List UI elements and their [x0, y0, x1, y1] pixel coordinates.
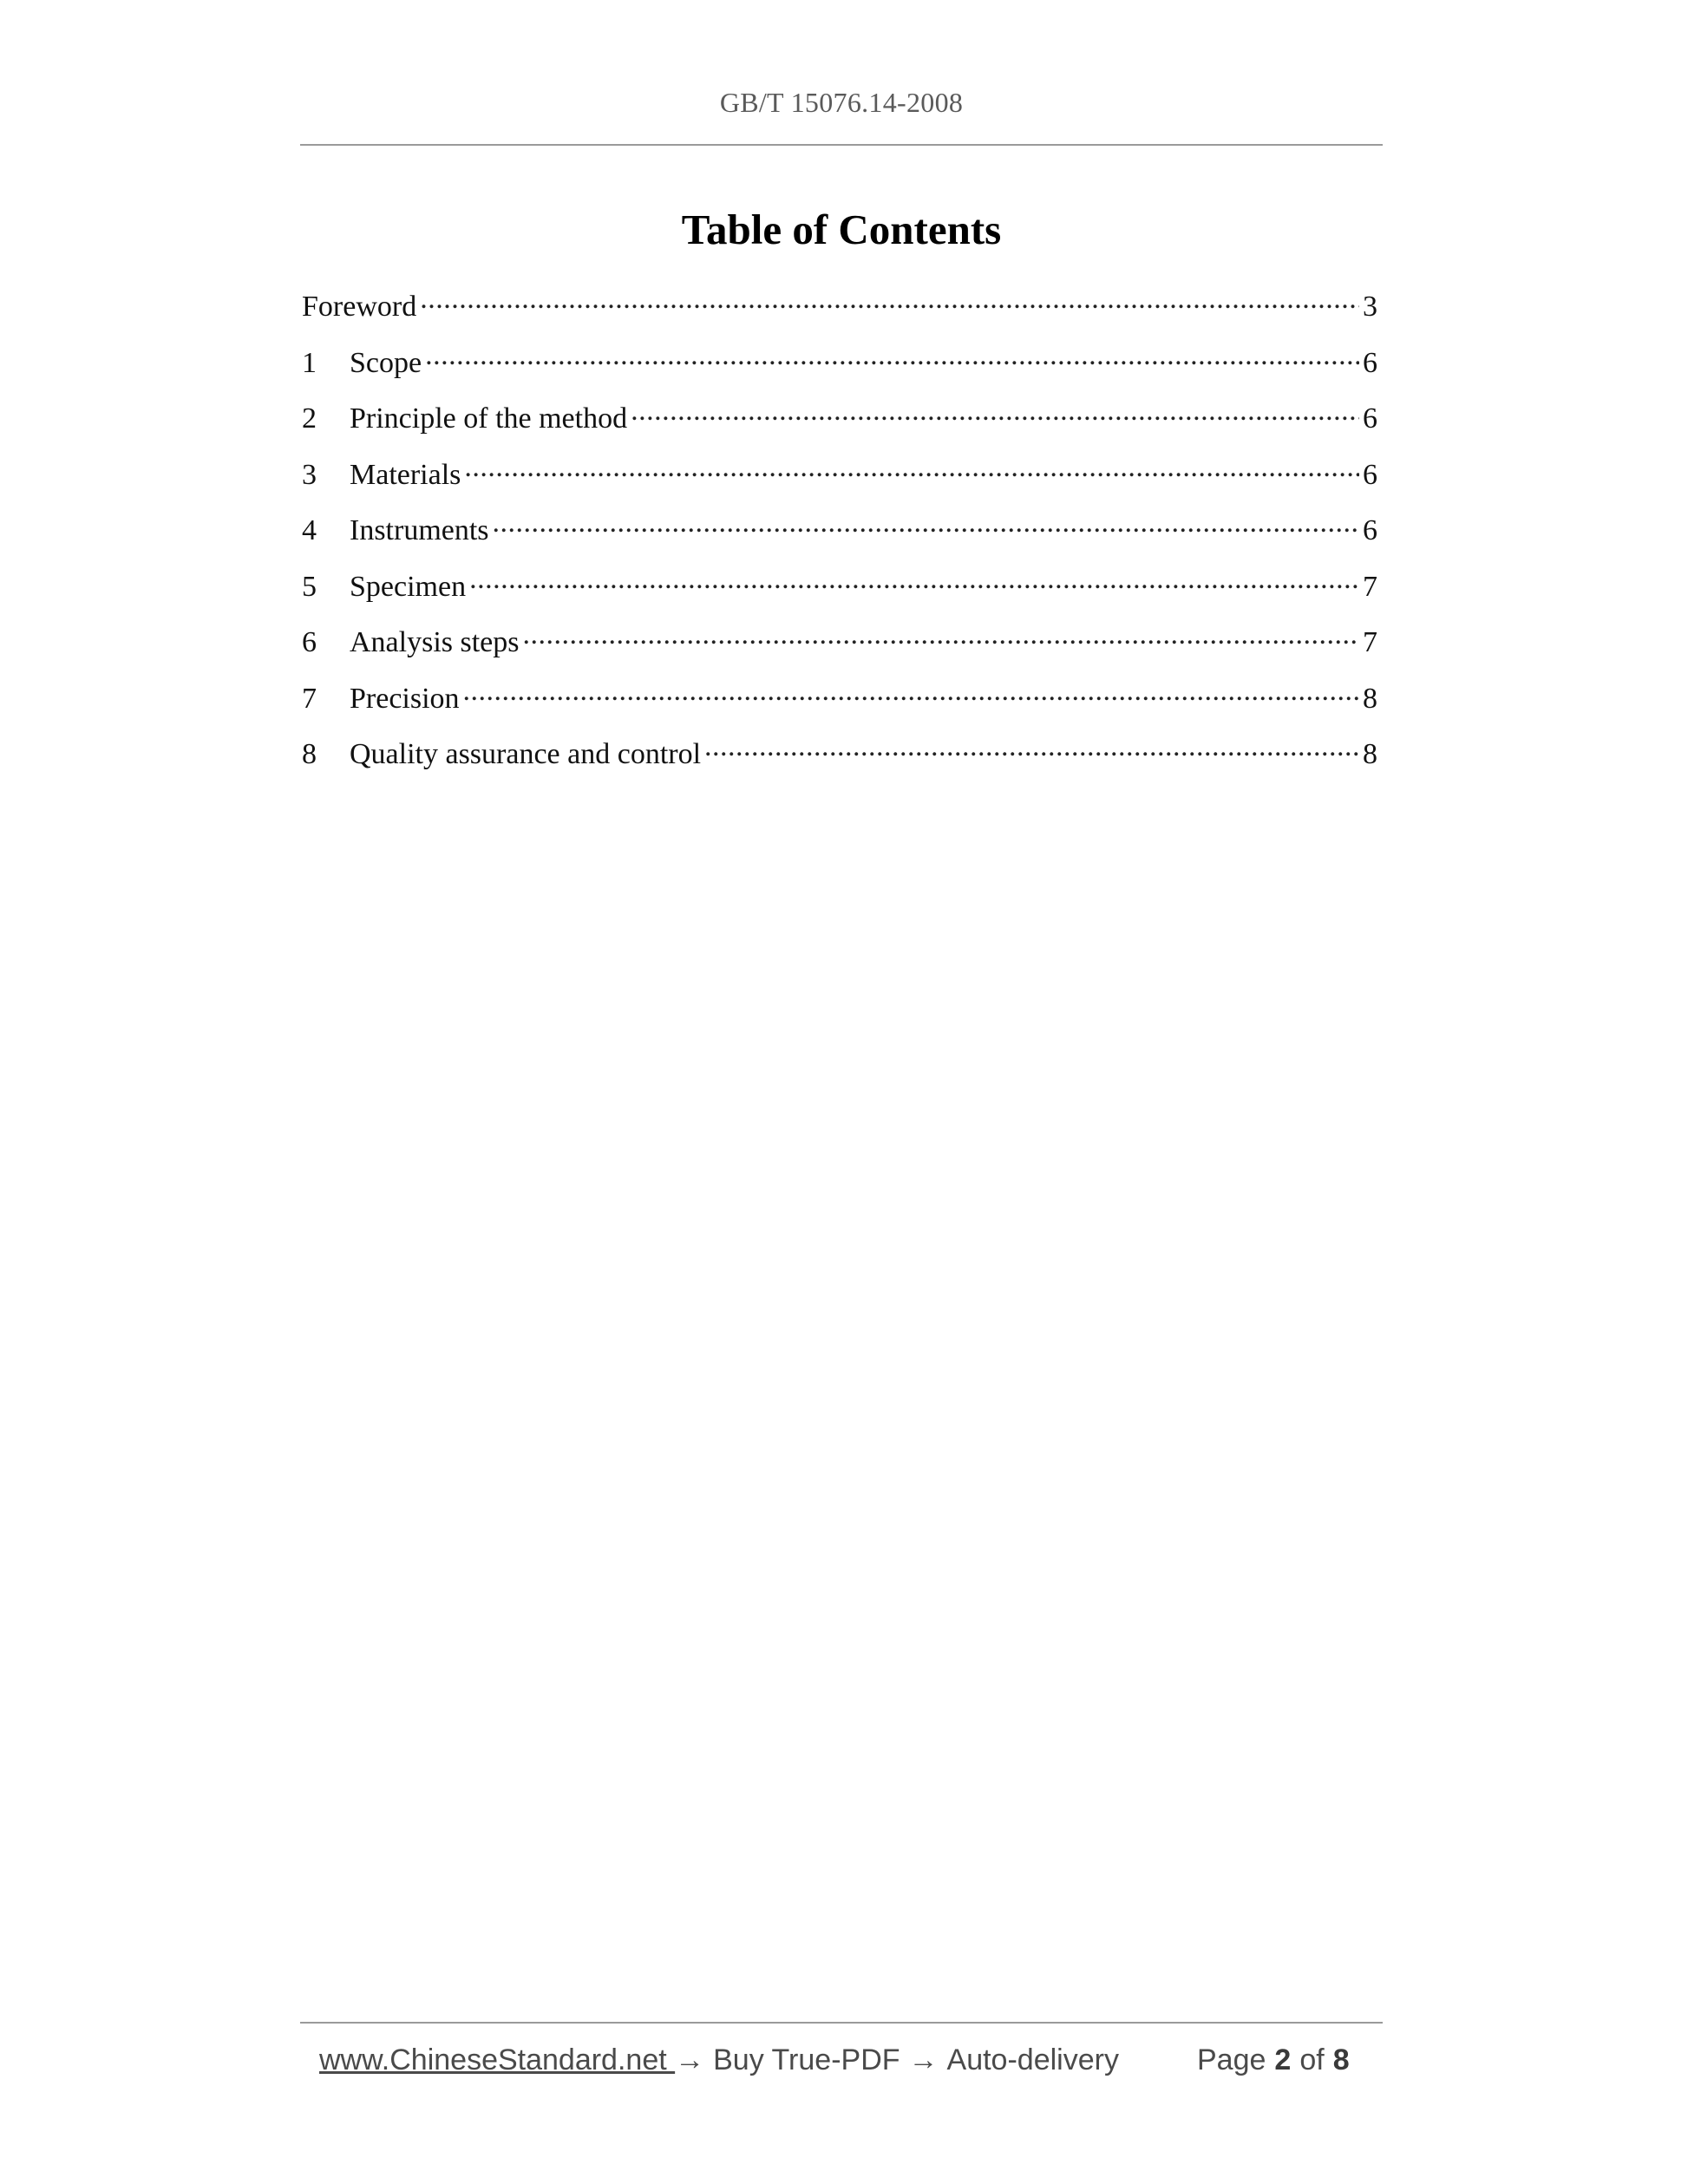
toc-entry-number: 8 — [302, 738, 317, 770]
of-word: of — [1299, 2043, 1325, 2076]
footer-divider — [300, 2022, 1383, 2024]
toc-entry-page: 6 — [1363, 402, 1377, 435]
toc-title: Table of Contents — [681, 206, 1002, 253]
toc-entry-number: 6 — [302, 626, 317, 658]
current-page-number: 2 — [1274, 2043, 1292, 2076]
toc-entry-foreword[interactable] — [302, 286, 1377, 343]
toc-entry-number: 2 — [302, 402, 317, 435]
toc-entry-number: 3 — [302, 458, 317, 491]
toc-dot-leader — [420, 286, 1359, 316]
chinesestandard-link[interactable]: www.ChineseStandard.net — [319, 2043, 676, 2076]
header-divider — [300, 144, 1383, 146]
toc-dot-leader — [704, 734, 1359, 763]
toc-dot-leader — [464, 454, 1359, 484]
toc-dot-leader — [469, 566, 1359, 596]
toc-entry-number: 7 — [302, 682, 317, 715]
document-code-header: GB/T 15076.14-2008 — [719, 87, 964, 118]
toc-list — [302, 286, 1377, 790]
toc-entry-label: Scope — [350, 346, 422, 379]
arrow-right-icon: → — [908, 2043, 939, 2076]
toc-entry-precision[interactable] — [302, 678, 1377, 735]
toc-entry-page: 6 — [1363, 346, 1377, 379]
auto-delivery-text: Auto-delivery — [946, 2043, 1119, 2076]
toc-entry-label: Specimen — [350, 570, 467, 603]
toc-entry-number: 5 — [302, 570, 317, 603]
toc-entry-label: Instruments — [350, 514, 489, 546]
toc-dot-leader — [523, 622, 1360, 651]
toc-entry-page: 8 — [1363, 682, 1377, 715]
buy-true-pdf-text: Buy True-PDF — [713, 2043, 900, 2076]
toc-dot-leader — [493, 510, 1359, 539]
page-indicator — [1197, 2043, 1350, 2077]
toc-entry-label: Analysis steps — [350, 626, 520, 658]
toc-entry-label: Foreword — [302, 291, 417, 323]
toc-entry-label: Quality assurance and control — [350, 738, 702, 770]
toc-entry-page: 7 — [1363, 626, 1377, 658]
total-page-count: 8 — [1332, 2043, 1350, 2076]
toc-entry-materials[interactable] — [302, 454, 1377, 511]
toc-entry-quality-assurance[interactable] — [302, 734, 1377, 790]
toc-entry-principle[interactable] — [302, 398, 1377, 454]
toc-entry-label: Principle of the method — [350, 402, 628, 435]
toc-entry-page: 8 — [1363, 738, 1377, 770]
toc-entry-specimen[interactable] — [302, 566, 1377, 623]
toc-entry-scope[interactable] — [302, 343, 1377, 399]
page-word: Page — [1197, 2043, 1266, 2076]
toc-entry-page: 7 — [1363, 570, 1377, 603]
toc-entry-page: 6 — [1363, 514, 1377, 546]
footer-promo — [319, 2043, 1119, 2077]
toc-dot-leader — [463, 678, 1359, 708]
toc-entry-analysis-steps[interactable] — [302, 622, 1377, 678]
toc-entry-label: Materials — [350, 458, 461, 491]
toc-entry-page: 6 — [1363, 458, 1377, 491]
toc-entry-page: 3 — [1363, 291, 1377, 323]
toc-dot-leader — [425, 343, 1359, 372]
toc-entry-number: 4 — [302, 514, 317, 546]
arrow-right-icon: → — [675, 2043, 705, 2076]
toc-entry-label: Precision — [350, 682, 460, 715]
toc-entry-instruments[interactable] — [302, 510, 1377, 566]
toc-dot-leader — [631, 398, 1359, 428]
toc-entry-number: 1 — [302, 346, 317, 379]
